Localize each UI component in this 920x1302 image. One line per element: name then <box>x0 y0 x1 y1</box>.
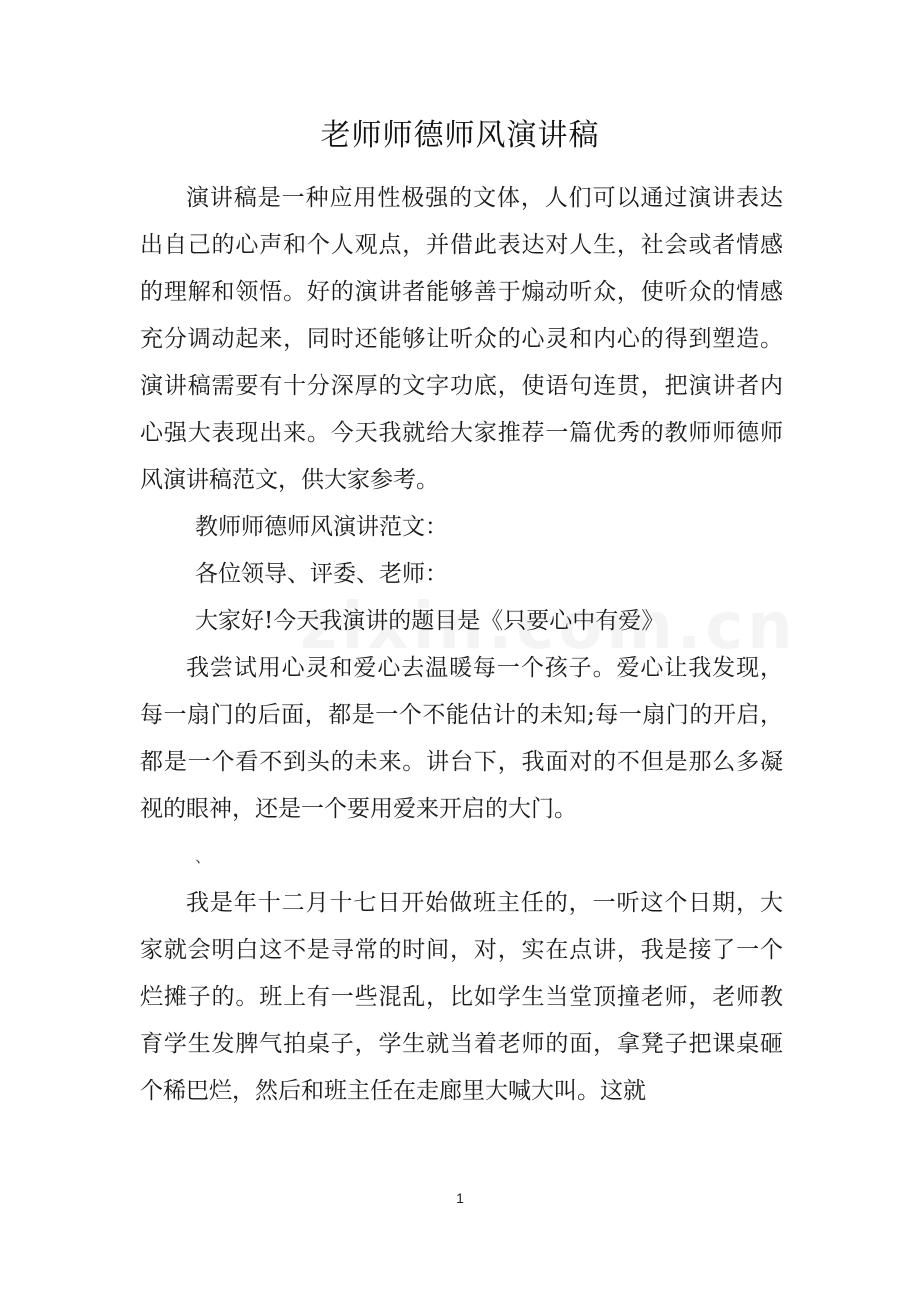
page-number: 1 <box>456 1190 464 1206</box>
intro-paragraph: 演讲稿是一种应用性极强的文体，人们可以通过演讲表达出自己的心声和个人观点，并借此表达对人生，社会或者情感的理解和领悟。好的演讲者能够善于煽动听众，使听众的情感充分调动起来，同时还能够让听众的心灵和内心的得到塑造。演讲稿需要有十分深厚的文字功底，使语句连贯，把演讲者内心强大表现出来。今天我就给大家推荐一篇优秀的教师师德师风演讲稿范文，供大家参考。 <box>140 185 783 493</box>
section-heading: 教师师德师风演讲范文： <box>195 514 448 540</box>
love-paragraph: 我尝试用心灵和爱心去温暖每一个孩子。爱心让我发现，每一扇门的后面，都是一个不能估计的未知;每一扇门的开启，都是一个看不到头的未来。讲台下，我面对的不但是那么多凝视的眼神，还是一个要用爱来开启的大门。 <box>140 655 783 822</box>
class-paragraph: 我是年十二月十七日开始做班主任的，一听这个日期，大家就会明白这不是寻常的时间，对，实在点讲，我是接了一个烂摊子的。班上有一些混乱，比如学生当堂顶撞老师，老师教育学生发脾气拍桌子，学生就当着老师的面，拿凳子把课桌砸个稀巴烂，然后和班主任在走廊里大喊大叫。这就 <box>140 890 783 1104</box>
salutation-line: 各位领导、评委、老师： <box>195 561 448 587</box>
greeting-line: 大家好!今天我演讲的题目是《只要心中有爱》 <box>195 608 665 634</box>
document-body <box>140 175 783 1115</box>
stray-mark: 、 <box>195 847 212 866</box>
page-title: 老师师德师风演讲稿 <box>320 118 600 153</box>
